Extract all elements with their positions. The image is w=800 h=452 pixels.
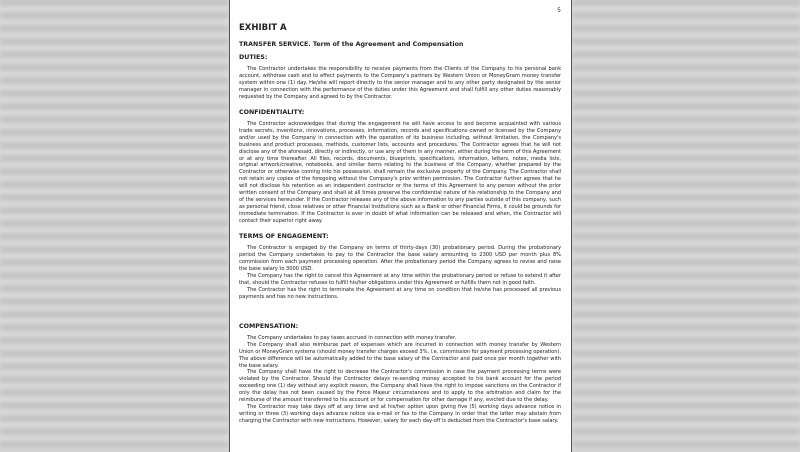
document-page	[229, 0, 572, 452]
section-heading-compensation: COMPENSATION:	[239, 322, 299, 330]
paragraph: The Company shall have the right to decrease the Contractor's commission in case the payment processing terms were violated by the Contractor. Should the Contractor delays re-sending money accepted to his bank account for the period exceeding one (1) day without any explicit reason, the Company shall have the right to impose sanctions on the Contractor if only the delay has not been caused by the Force Majeur circumstances and to apply to the arbitration and claim for the reimburse of the amount transferred to his account or for compensation for other damage if any, evicted due to the delay.	[239, 369, 561, 404]
paragraph: The Contractor acknowledges that during the engagement he will have access to and become acquainted with various trade secrets, inventions, innovations, processes, information, records and specifications owned or licensed by the Company and/or used by the Company in connection with the operation of its business including, without limitation, the Company's business and product processes, methods, customer lists, accounts and procedures. The Contractor agrees that he will not disclose any of the aforesaid, directly or indirectly, or use any of them in any manner, either during the term of this Agreement or at any time thereafter. All files, records, documents, blueprints, specifications, information, letters, notes, media lists, original artwork/creative, notebooks, and similar items relating to the business of the Company, whether prepared by the Contractor or otherwise coming into his possession, shall remain the exclusive property of the Company. The Contractor shall not retain any copies of the foregoing without the Company's prior written permission. The Contractor further agrees that he will not disclose his retention as an independent contractor or the terms of this Agreement to any person without the prior written consent of the Company and shall at all times preserve the confidential nature of his relationship to the Company and of the services hereunder. If the Contractor releases any of the above information to any parties outside of this company, such as personal friend, close relatives or other Financial Institutions such as a Bank or other Financial Firms, it could be grounds for immediate termination. If the Contractor is ever in doubt of what information can be released and when, the Contractor will contact their superior right away.	[239, 120, 561, 225]
exhibit-title: EXHIBIT A	[239, 23, 287, 33]
paragraph: The Contractor is engaged by the Company on terms of thirty-days (30) probationary period. During the probationary period the Company undertakes to pay to the Contractor the base salary amounting to 2300 USD per month plus 8% commission from each payment processing operation. After the probationary period the Company agrees to revise and raise the base salary to 3000 USD.	[239, 245, 561, 272]
paragraph: The Contractor has the right to terminate the Agreement at any time on condition that he/she has processed all previous payments and has no new instructions.	[239, 286, 561, 300]
paragraph: The Company has the right to cancel this Agreement at any time within the probationary period or refuse to extend it after that, should the Contractor refuses to fulfill his/her obligations under this Agreement or fulfills them not in good faith.	[239, 272, 561, 286]
blurred-background-right	[573, 0, 800, 450]
page-number: 5	[557, 7, 561, 14]
paragraph: The Company undertakes to pay taxes accrued in connection with money transfer.	[247, 334, 457, 341]
section-heading-terms: TERMS OF ENGAGEMENT:	[239, 233, 329, 241]
paragraph: The Company shall also reimburse part of expenses which are incurred in connection with money transfer by Western Union or MoneyGram systems (should money transfer charges exceed 3%, i.e. commission for payment processing operation). The above difference will be automatically added to the base salary of the Contractor and paid once per month together with the base salary.	[239, 341, 561, 369]
section-heading-duties: DUTIES:	[239, 54, 268, 61]
paragraph: The Contractor undertakes the responsibility to receive payments from the Clients of the Company to his personal bank account, withdraw cash and to effect payments to the Company's partners by Western Union or MoneyGram money transfer system within one (1) day. He/she will report directly to the senior manager and to any other party designated by the senior manager in connection with the performance of the duties under this Agreement and shall fulfill any other duties reasonably requested by the Company and agreed to by the Contractor.	[239, 66, 561, 100]
paragraph: The Contractor may take days off at any time and at his/her option upon giving five (5) working days advance notice in writing or three (3) working days advance notice via e-mail or fax to the Company in order that the latter may abstain from charging the Contractor with new instructions. However, salary for each day-off is deducted from the Contractor's base salary.	[239, 404, 561, 425]
section-heading-confidentiality: CONFIDENTIALITY:	[239, 108, 305, 116]
blurred-background-left	[0, 0, 228, 450]
exhibit-subtitle: TRANSFER SERVICE. Term of the Agreement and Compensation	[239, 41, 464, 48]
